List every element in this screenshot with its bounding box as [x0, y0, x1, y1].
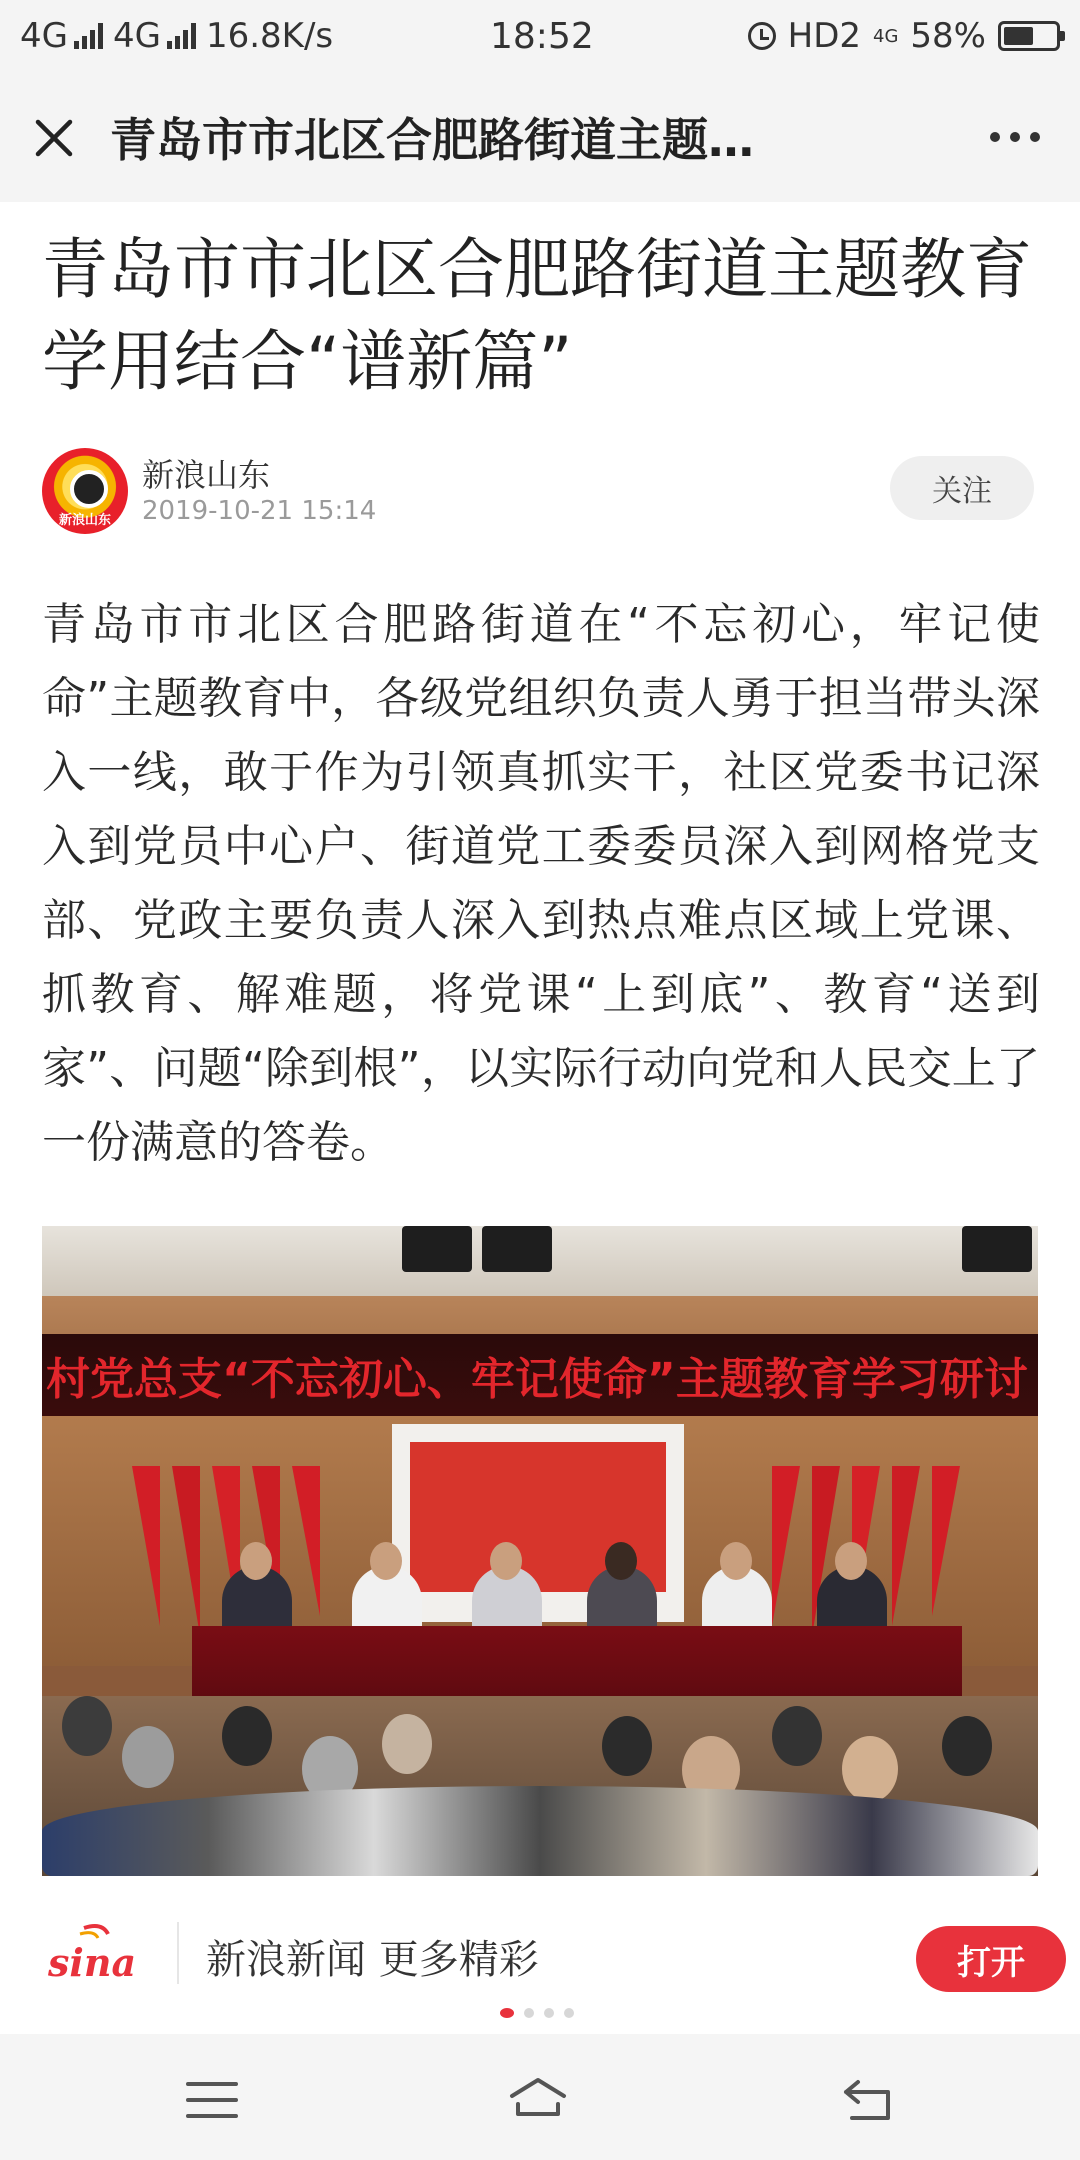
article-body: 青岛市市北区合肥路街道在“不忘初心，牢记使命”主题教育中，各级党组织负责人勇于担当带头深入一线，敢于作为引领真抓实干，社区党委书记深入到党员中心户、街道党工委委员深入到网格党支部、党政主要负责人深入到热点难点区域上党课、抓教育、解难题，将党课“上到底”、教育“送到家”、问题“除到根”，以实际行动向党和人民交上了一份满意的答卷。 [42, 599, 1040, 1168]
page-indicator [500, 2008, 574, 2018]
data-net-label: 4G [873, 25, 899, 47]
photo-banner: 村党总支“不忘初心、牢记使命”主题教育学习研讨 [42, 1334, 1038, 1416]
status-left [20, 16, 333, 56]
panelist-head [835, 1542, 867, 1580]
page-dot [564, 2008, 574, 2018]
signal-1 [20, 16, 103, 56]
battery-fill [1004, 27, 1033, 45]
speaker-shape [402, 1226, 472, 1272]
follow-button[interactable]: 关注 [890, 456, 1034, 520]
page-dot [544, 2008, 554, 2018]
audience-head [772, 1706, 822, 1766]
author-row [42, 448, 1040, 538]
panelist-head [490, 1542, 522, 1580]
signal-bars-icon [74, 23, 103, 49]
battery-icon [998, 21, 1060, 51]
network-label-2: 4G [112, 16, 161, 56]
home-icon[interactable] [508, 2074, 568, 2126]
flag-shape [892, 1466, 920, 1626]
more-menu-icon[interactable] [990, 132, 1040, 142]
network-speed: 16.8K/s [205, 16, 334, 56]
title-bar [0, 74, 1080, 202]
status-bar [0, 0, 1080, 74]
hd-label: HD2 [787, 16, 862, 56]
battery-percent: 58% [910, 16, 986, 56]
avatar[interactable] [42, 448, 128, 534]
sina-logo-text: sina [48, 1940, 137, 1985]
article-title: 青岛市市北区合肥路街道主题教育学用结合“谱新篇” [42, 231, 1032, 400]
audience-head [842, 1736, 898, 1802]
alarm-icon [748, 22, 776, 50]
close-icon[interactable] [30, 114, 78, 162]
flag-shape [172, 1466, 200, 1636]
audience-head [222, 1706, 272, 1766]
open-app-button[interactable]: 打开 [916, 1926, 1066, 1992]
panelist-head [370, 1542, 402, 1580]
audience-head [942, 1716, 992, 1776]
publish-date: 2019-10-21 15:14 [142, 496, 377, 526]
flag-shape [292, 1466, 320, 1616]
page-title: 青岛市市北区合肥路街道主题… [110, 113, 754, 167]
flag-shape [772, 1466, 800, 1626]
author-name[interactable]: 新浪山东 [142, 456, 271, 494]
weibo-eye-icon [70, 470, 108, 508]
audience-bodies [42, 1786, 1038, 1876]
sina-logo-icon [44, 1920, 154, 1986]
audience-head [602, 1716, 652, 1776]
system-nav-bar [0, 2034, 1080, 2160]
promo-text: 新浪新闻 更多精彩 [206, 1937, 539, 1983]
menu-icon[interactable] [182, 2074, 242, 2126]
avatar-label: 新浪山东 [58, 513, 111, 528]
page-dot [524, 2008, 534, 2018]
audience-head [62, 1696, 112, 1756]
panelist-head [720, 1542, 752, 1580]
divider [177, 1922, 179, 1984]
clock: 18:52 [490, 16, 594, 57]
article-photo[interactable] [42, 1226, 1038, 1876]
panelist-head [240, 1542, 272, 1580]
signal-2 [113, 16, 196, 56]
speaker-shape [962, 1226, 1032, 1272]
flag-shape [132, 1466, 160, 1626]
flag-shape [932, 1466, 960, 1616]
audience-head [122, 1726, 174, 1788]
app-promo-bar[interactable] [0, 1900, 1080, 2010]
back-icon[interactable] [838, 2074, 898, 2126]
page-dot-active [500, 2008, 514, 2018]
status-right [748, 16, 1060, 56]
audience-head [382, 1714, 432, 1774]
panelist-head [605, 1542, 637, 1580]
speaker-shape [482, 1226, 552, 1272]
network-label-1: 4G [20, 16, 68, 56]
signal-bars-icon [167, 23, 196, 49]
head-table [192, 1626, 962, 1706]
